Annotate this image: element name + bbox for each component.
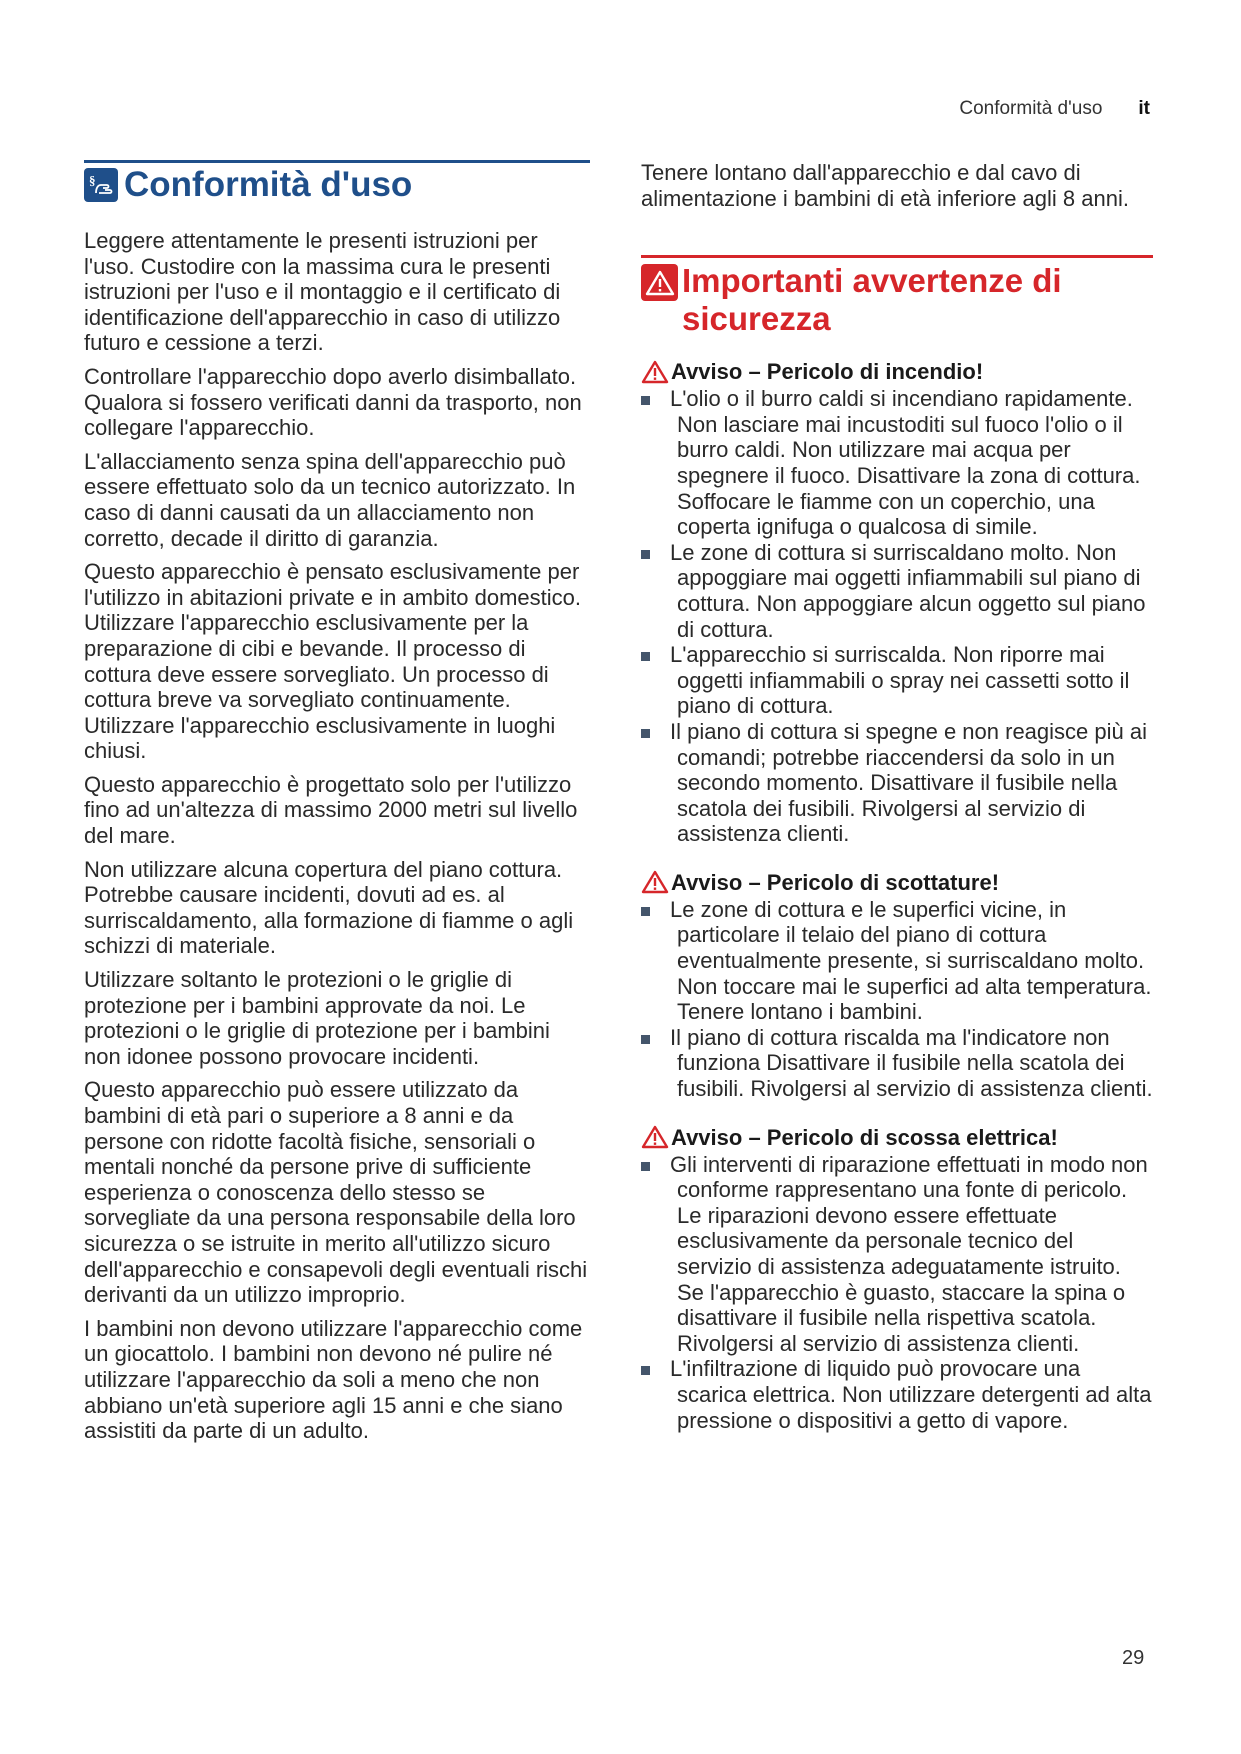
right-column bbox=[641, 160, 1153, 1455]
paragraph: L'allacciamento senza spina dell'apparecchio può essere effettuato solo da un tecnico autorizzato. In caso di danni causati da un allacciamento non corretto, decade il diritto di garanzia. bbox=[84, 448, 576, 551]
warning-title-text: Avviso – Pericolo di scottature! bbox=[671, 869, 1000, 895]
page-number: 29 bbox=[1122, 1647, 1145, 1669]
warning-title-text: Avviso – Pericolo di scossa elettrica! bbox=[671, 1124, 1058, 1150]
list-item: Il piano di cottura riscalda ma l'indicatore non funziona Disattivare il fusibile nella scatola dei fusibili. Rivolgersi al servizio di assistenza clienti. bbox=[641, 1025, 1153, 1102]
warning-triangle-icon bbox=[641, 870, 669, 894]
list-item: Il piano di cottura si spegne e non reagisce più ai comandi; potrebbe riaccendersi da solo in un secondo momento. Disattivare il fusibile nella scatola dei fusibili. Rivolgersi al servizio di assistenza clienti. bbox=[641, 719, 1153, 847]
paragraph: Leggere attentamente le presenti istruzioni per l'uso. Custodire con la massima cura le presenti istruzioni per l'uso e il montaggio e il certificato di identificazione dell'apparecchio in caso di utilizzo futuro e cessione a terzi. bbox=[84, 228, 561, 356]
warning-icon bbox=[641, 264, 678, 301]
left-column bbox=[84, 160, 590, 1452]
running-header bbox=[959, 98, 1150, 120]
paragraph: Questo apparecchio è pensato esclusivamente per l'utilizzo in abitazioni private e in ambito domestico. Utilizzare l'apparecchio esclusivamente per la preparazione di cibi e bevande. Il processo di cottura deve essere sorvegliato. Un processo di cottura breve va sorvegliato continuamente. Utilizzare l'apparecchio esclusivamente in luoghi chiusi. bbox=[84, 559, 581, 764]
bullet-square-icon bbox=[641, 729, 650, 738]
warning-triangle-icon bbox=[641, 1125, 669, 1149]
bullet-square-icon bbox=[641, 396, 650, 405]
section-heading-safety bbox=[641, 255, 1153, 338]
warning-list-electric bbox=[641, 1152, 1153, 1434]
intro-paragraph: Tenere lontano dall'apparecchio e dal cavo di alimentazione i bambini di età inferiore agli 8 anni. bbox=[641, 160, 1129, 211]
list-item: Le zone di cottura e le superfici vicine, in particolare il telaio del piano di cottura eventualmente presente, si surriscaldano molto. Non toccare mai le superfici ad alta temperatura. Tenere lontano i bambini. bbox=[641, 897, 1153, 1025]
section-heading-conformity bbox=[84, 160, 590, 204]
list-item: Gli interventi di riparazione effettuati in modo non conforme rappresentano una fonte di pericolo. Le riparazioni devono essere effettuate esclusivamente da personale tecnico del servizio di assistenza adeguatamente istruito. Se l'apparecchio è guasto, staccare la spina o disattivare il fusibile nella rispettiva scatola. Rivolgersi al servizio di assistenza clienti. bbox=[641, 1152, 1153, 1357]
bullet-square-icon bbox=[641, 1366, 650, 1375]
warning-list-fire bbox=[641, 386, 1153, 847]
warning-title-text: Avviso – Pericolo di incendio! bbox=[671, 359, 984, 385]
warning-list-burns bbox=[641, 897, 1153, 1102]
section-heading-text: Importanti avvertenze di sicurezza bbox=[682, 262, 1062, 338]
paragraph: Questo apparecchio può essere utilizzato da bambini di età pari o superiore a 8 anni e da persone con ridotte facoltà fisiche, sensoriali o mentali nonché da persone prive di sufficiente esperienza o conoscenza dello stesso se sorvegliate da una persona responsabile della loro sicurezza o se istruite in merito all'utilizzo sicuro dell'apparecchio e consapevoli degli eventuali rischi derivanti da un utilizzo improprio. bbox=[84, 1077, 588, 1308]
warning-title-electric bbox=[641, 1124, 1153, 1151]
bullet-square-icon bbox=[641, 652, 650, 661]
bullet-square-icon bbox=[641, 1162, 650, 1171]
paragraph: Questo apparecchio è progettato solo per l'utilizzo fino ad un'altezza di massimo 2000 metri sul livello del mare. bbox=[84, 771, 578, 849]
bullet-square-icon bbox=[641, 1035, 650, 1044]
header-language-code: it bbox=[1138, 98, 1150, 119]
warning-title-burns bbox=[641, 869, 1153, 896]
header-section-title: Conformità d'uso bbox=[959, 98, 1103, 119]
list-item: L'infiltrazione di liquido può provocare una scarica elettrica. Non utilizzare detergenti ad alta pressione o dispositivi a getto di vapore. bbox=[641, 1356, 1153, 1433]
list-item: L'apparecchio si surriscalda. Non riporre mai oggetti infiammabili o spray nei cassetti sotto il piano di cottura. bbox=[641, 642, 1153, 719]
paragraph: I bambini non devono utilizzare l'apparecchio come un giocattolo. I bambini non devono né pulire né utilizzare l'apparecchio da soli a meno che non abbiano un'età superiore agli 15 anni e che siano assistiti da parte di un adulto. bbox=[84, 1315, 583, 1444]
section-heading-text: Conformità d'uso bbox=[124, 165, 413, 204]
bullet-square-icon bbox=[641, 907, 650, 916]
paragraph: Non utilizzare alcuna copertura del piano cottura. Potrebbe causare incidenti, dovuti ad es. al surriscaldamento, alla formazione di fiamme o agli schizzi di materiale. bbox=[84, 856, 574, 959]
list-item: L'olio o il burro caldi si incendiano rapidamente. Non lasciare mai incustoditi sul fuoco l'olio o il burro caldi. Non utilizzare mai acqua per spegnere il fuoco. Disattivare la zona di cottura. Soffocare le fiamme con un coperchio, una coperta ignifuga o qualcosa di simile. bbox=[641, 386, 1153, 540]
paragraph: Utilizzare soltanto le protezioni o le griglie di protezione per i bambini approvate da noi. Le protezioni o le griglie di protezione per i bambini non idonee possono provocare incidenti. bbox=[84, 967, 550, 1069]
warning-triangle-icon bbox=[641, 360, 669, 384]
paragraph: Controllare l'apparecchio dopo averlo disimballato. Qualora si fossero verificati danni da trasporto, non collegare l'apparecchio. bbox=[84, 363, 582, 441]
svg-text:§: § bbox=[89, 173, 96, 188]
list-item: Le zone di cottura si surriscaldano molto. Non appoggiare mai oggetti infiammabili sul piano di cottura. Non appoggiare alcun oggetto sul piano di cottura. bbox=[641, 540, 1153, 642]
hand-book-icon bbox=[84, 168, 118, 202]
warning-title-fire bbox=[641, 358, 1153, 385]
bullet-square-icon bbox=[641, 550, 650, 559]
